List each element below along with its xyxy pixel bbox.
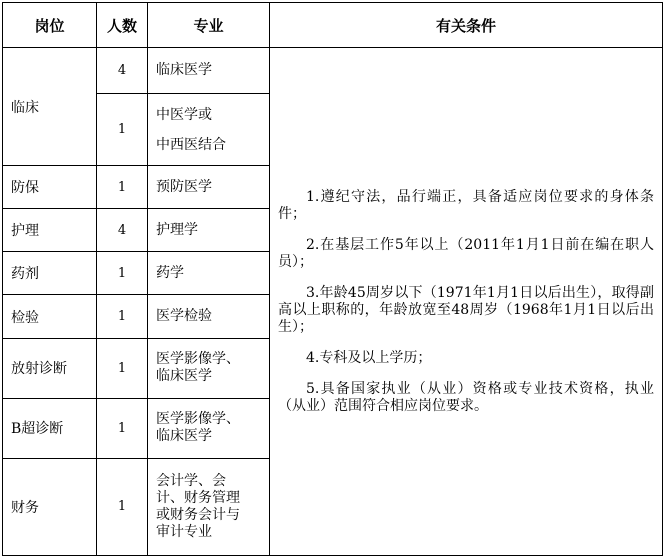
major-cell: 医学影像学、 临床医学 xyxy=(148,338,270,398)
count-cell: 4 xyxy=(97,209,148,252)
header-conditions: 有关条件 xyxy=(270,3,663,48)
recruitment-table xyxy=(2,2,663,556)
header-count: 人数 xyxy=(97,3,148,48)
condition-item: 5.具备国家执业（从业）资格或专业技术资格，执业（从业）范围符合相应岗位要求。 xyxy=(278,380,654,414)
count-cell: 1 xyxy=(97,94,148,166)
condition-item: 2.在基层工作5年以上（2011年1月1日前在编在职人员）； xyxy=(278,236,654,270)
count-cell: 1 xyxy=(97,458,148,555)
major-cell: 临床医学 xyxy=(148,48,270,94)
header-row xyxy=(3,3,663,48)
count-cell: 1 xyxy=(97,295,148,338)
count-cell: 1 xyxy=(97,252,148,295)
header-position: 岗位 xyxy=(3,3,97,48)
condition-item: 1.遵纪守法，品行端正，具备适应岗位要求的身体条件； xyxy=(278,188,654,222)
condition-item: 4.专科及以上学历； xyxy=(306,349,432,366)
position-cell: 财务 xyxy=(3,458,97,555)
position-cell: 放射诊断 xyxy=(3,338,97,398)
count-cell: 1 xyxy=(97,166,148,209)
major-cell: 护理学 xyxy=(148,209,270,252)
conditions-cell xyxy=(270,48,663,556)
position-cell: 临床 xyxy=(3,48,97,166)
major-cell: 中医学或 中西医结合 xyxy=(148,94,270,166)
major-cell: 会计学、会 计、财务管理 或财务会计与 审计专业 xyxy=(148,458,270,555)
position-cell: 防保 xyxy=(3,166,97,209)
major-cell: 医学检验 xyxy=(148,295,270,338)
count-cell: 4 xyxy=(97,48,148,94)
count-cell: 1 xyxy=(97,398,148,458)
position-cell: 检验 xyxy=(3,295,97,338)
position-cell: 药剂 xyxy=(3,252,97,295)
count-cell: 1 xyxy=(97,338,148,398)
table-row xyxy=(3,48,663,94)
major-cell: 医学影像学、 临床医学 xyxy=(148,398,270,458)
header-major: 专业 xyxy=(148,3,270,48)
position-cell: 护理 xyxy=(3,209,97,252)
position-cell: B超诊断 xyxy=(3,398,97,458)
condition-item: 3.年龄45周岁以下（1971年1月1日以后出生），取得副高以上职称的，年龄放宽至48周岁（1968年1月1日以后出生）； xyxy=(278,284,654,335)
major-cell: 预防医学 xyxy=(148,166,270,209)
major-cell: 药学 xyxy=(148,252,270,295)
